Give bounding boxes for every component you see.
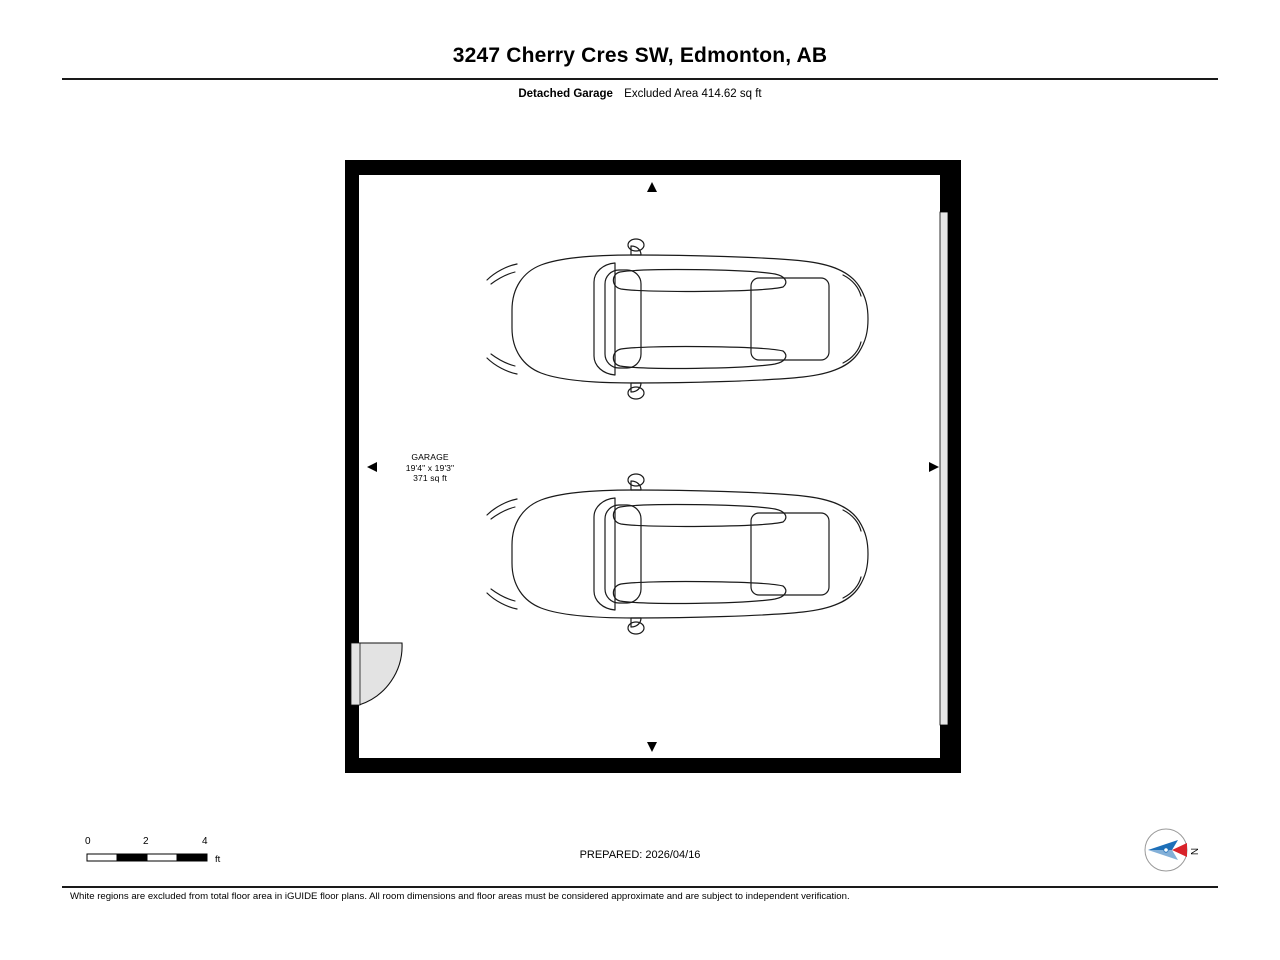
compass-north-label: N xyxy=(1188,847,1200,856)
scale-tick-1: 2 xyxy=(143,836,149,847)
down-arrow xyxy=(647,742,657,752)
up-arrow xyxy=(647,182,657,192)
scale-tick-0: 0 xyxy=(85,836,91,847)
car-illustration-bottom xyxy=(487,474,868,634)
room-dimensions: 19'4" x 19'3" xyxy=(405,462,455,473)
window-right-wall xyxy=(940,212,948,725)
door-swing-bottom-left xyxy=(351,643,402,705)
scale-tick-2: 4 xyxy=(202,836,208,847)
room-label-garage xyxy=(380,452,480,484)
prepared-date: PREPARED: 2026/04/16 xyxy=(579,849,701,861)
page-title: 3247 Cherry Cres SW, Edmonton, AB xyxy=(452,44,828,67)
car-illustration-top xyxy=(487,239,868,399)
footer-divider xyxy=(62,886,1218,888)
disclaimer-text: White regions are excluded from total floor area in iGUIDE floor plans. All room dimensions and floor areas must be considered approximate and are subject to independent verification. xyxy=(70,891,850,902)
scale-unit-label: ft xyxy=(215,854,221,865)
plan-level-label: Detached Garage xyxy=(518,88,613,100)
plan-subtitle xyxy=(0,88,1280,100)
title-divider xyxy=(62,78,1218,80)
scale-tick-labels xyxy=(85,836,220,850)
right-arrow xyxy=(929,462,939,472)
left-arrow xyxy=(367,462,377,472)
plan-area-label: Excluded Area 414.62 sq ft xyxy=(624,88,762,100)
room-name: GARAGE xyxy=(411,452,449,462)
room-area: 371 sq ft xyxy=(413,473,447,483)
